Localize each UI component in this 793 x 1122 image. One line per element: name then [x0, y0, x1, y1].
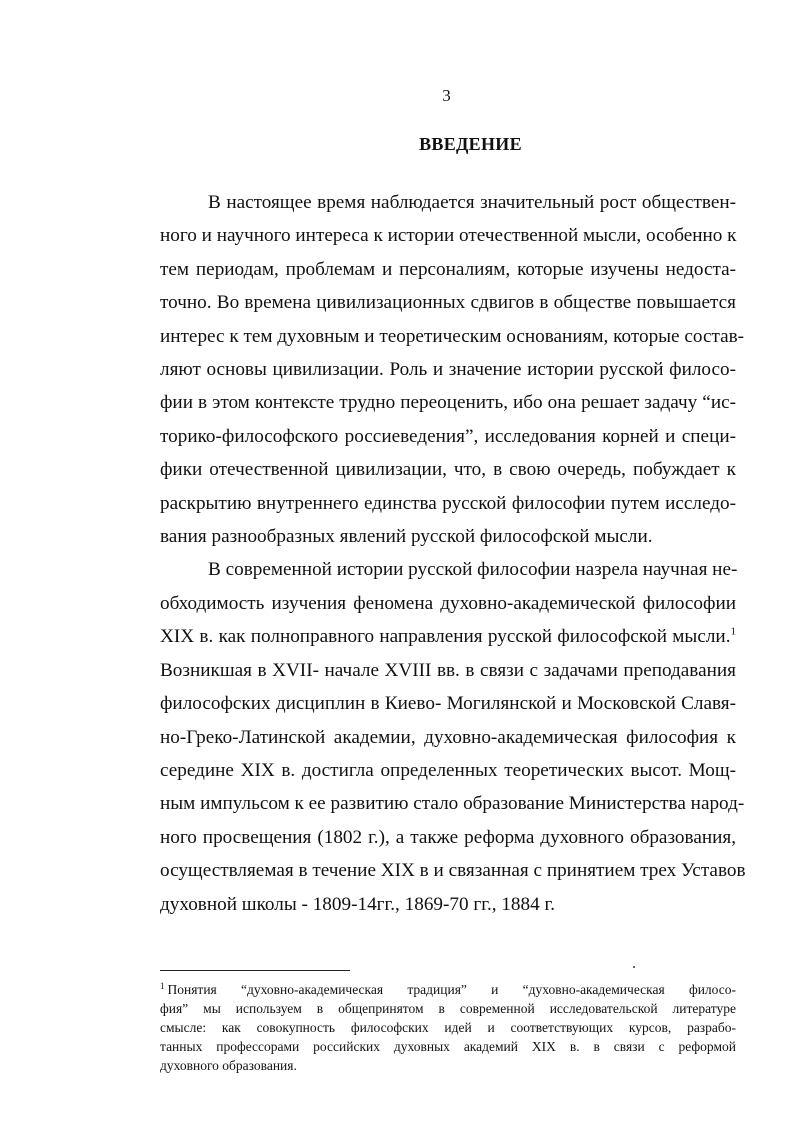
footnote-text: фия” мы используем в общепринятом в современной исследовательской литературе — [160, 1001, 736, 1016]
text-line: Возникшая в XVII- начале XVIII вв. в связи с задачами преподавания — [160, 659, 736, 681]
text-line: фики отечественной цивилизации, что, в свою очередь, побуждает к — [160, 459, 736, 481]
text-line: ляют основы цивилизации. Роль и значение истории русской филосо- — [160, 359, 736, 381]
footnote-text: Понятия “духовно-академическая традиция” и “духовно-академическая филосо- — [167, 982, 736, 997]
scan-speck — [633, 966, 635, 968]
text-line: духовной школы - 1809-14гг., 1869-70 гг., 1884 г. — [160, 893, 556, 915]
text-line: интерес к тем духовным и теоретическим основаниям, которые состав- — [160, 325, 745, 347]
text-line-with-footnote — [160, 620, 736, 653]
text-line: философских дисциплин в Киево- Могилянской и Московской Славя- — [160, 693, 736, 715]
text-line: В современной истории русской философии назрела научная не- — [208, 559, 738, 581]
text-line: тем периодам, проблемам и персоналиям, которые изучены недоста- — [160, 258, 736, 280]
footnote-text: смысле: как совокупность философских идей и соответствующих курсов, разрабо- — [160, 1020, 736, 1035]
text-line: ного и научного интереса к истории отечественной мысли, особенно к — [160, 225, 737, 247]
footnote-text: духовного образования. — [160, 1058, 297, 1073]
text-line: но-Греко-Латинской академии, духовно-академическая философия к — [160, 726, 736, 748]
footnote-text: танных профессорами российских духовных академий XIX в. в связи с реформой — [160, 1039, 736, 1054]
text-line: ным импульсом к ее развитию стало образование Министерства народ- — [160, 793, 745, 815]
text-line: точно. Во времена цивилизационных сдвигов в обществе повышается — [160, 292, 736, 314]
body-text — [160, 186, 746, 921]
text-line: торико-философского россиеведения”, исследования корней и специ- — [160, 425, 736, 447]
text-line: В настоящее время наблюдается значительный рост обществен- — [208, 192, 736, 213]
text-line: середине XIX в. достигла определенных теоретических высот. Мощ- — [160, 759, 736, 781]
footnote-separator — [160, 970, 350, 971]
page-title: ВВЕДЕНИЕ — [419, 134, 522, 154]
text-line: обходимость изучения феномена духовно-академической философии — [160, 592, 736, 614]
footnote-reference[interactable]: 1 — [730, 625, 736, 638]
text-line: раскрытию внутреннего единства русской философии путем исследо- — [160, 492, 736, 514]
text-line: XIX в. как полноправного направления русской философской мысли. — [160, 626, 731, 648]
text-line: вания разнообразных явлений русской философской мысли. — [160, 526, 653, 548]
paragraph-1 — [160, 186, 745, 553]
footnote — [160, 980, 736, 1075]
text-line: осуществляемая в течение XIX в и связанная с принятием трех Уставов — [160, 860, 746, 882]
footnote-mark: 1 — [160, 980, 165, 991]
paragraph-2 — [160, 553, 746, 920]
footnote-line-1 — [160, 980, 736, 999]
text-line: фии в этом контексте трудно переоценить, ибо она решает задачу “ис- — [160, 392, 736, 414]
page-number: 3 — [442, 86, 451, 105]
text-line: ного просвещения (1802 г.), а также реформа духовного образования, — [160, 826, 736, 848]
